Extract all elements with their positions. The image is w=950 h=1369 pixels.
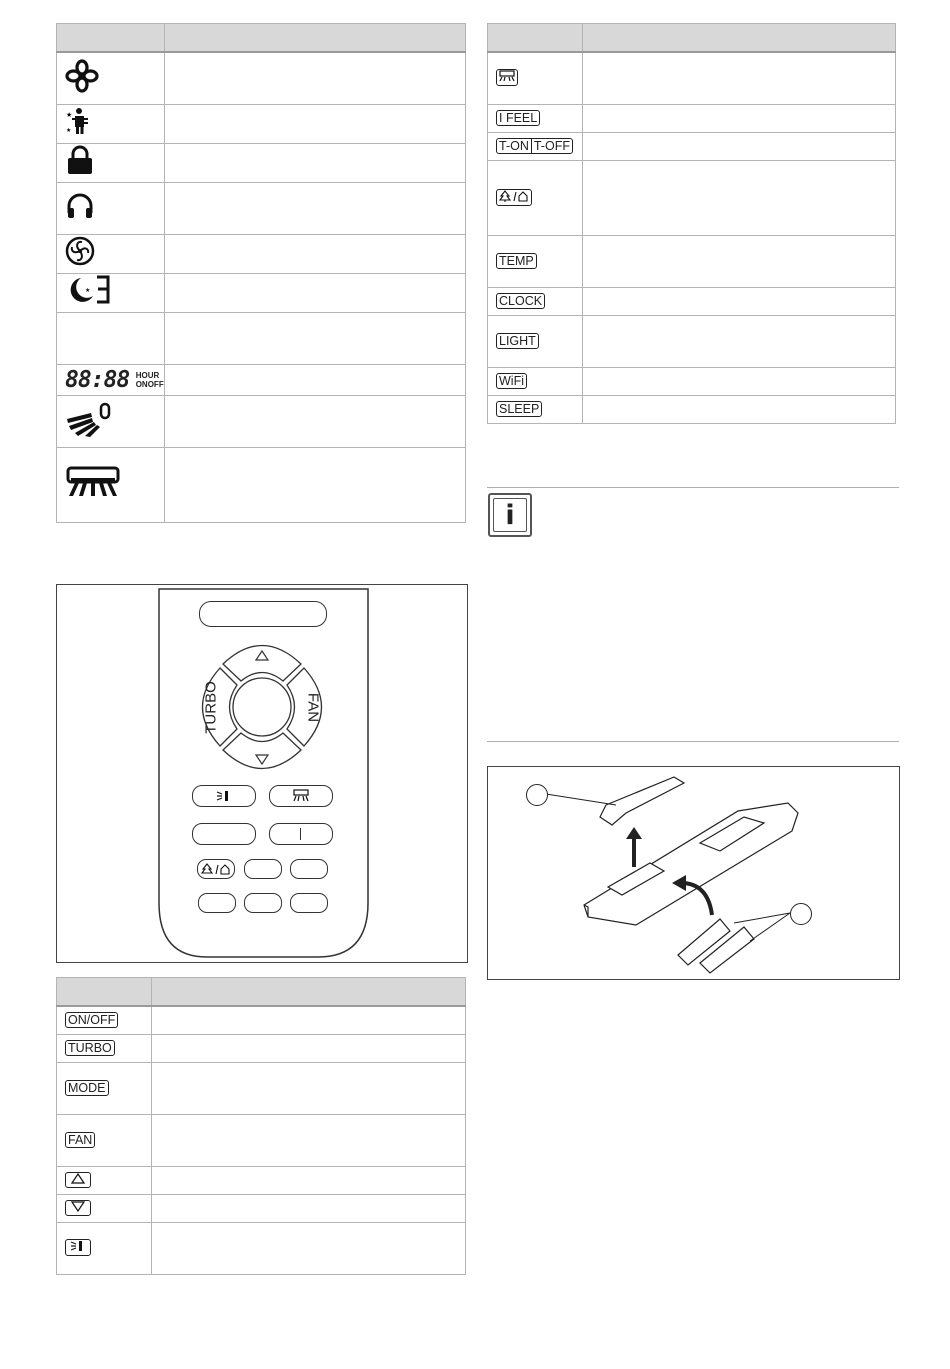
info-divider-bottom [487, 741, 899, 742]
svg-text:★: ★ [66, 111, 73, 119]
table-row [488, 160, 896, 235]
remote-button[interactable] [244, 859, 282, 879]
callout-leader [546, 794, 616, 805]
table-row [57, 1062, 466, 1114]
swing-button-icon [496, 69, 518, 86]
timer-display-icon [65, 367, 164, 393]
timer-keys [496, 138, 573, 154]
table-row [488, 132, 896, 160]
table-row [488, 315, 896, 367]
temp-key: TEMP [496, 253, 537, 269]
table-row [488, 367, 896, 395]
lock-icon [65, 145, 95, 180]
sleep-moon-icon [65, 274, 111, 311]
info-icon [488, 493, 532, 537]
table-row [488, 287, 896, 315]
i-feel-key: I FEEL [496, 110, 540, 126]
remote-button[interactable] [198, 893, 236, 913]
down-triangle-icon [65, 1200, 91, 1216]
eco-home-button[interactable] [197, 859, 235, 879]
table-row [488, 104, 896, 132]
battery-cover [600, 777, 684, 825]
table-row [488, 395, 896, 423]
t-on-key: T-ON [499, 139, 529, 153]
fan-icon [65, 59, 99, 98]
callout-circle [790, 903, 812, 925]
swing-vertical-icon [216, 789, 232, 803]
eco-home-icon [496, 189, 532, 206]
table-row [57, 273, 466, 312]
table-row [57, 143, 466, 182]
remote-button[interactable] [244, 893, 282, 913]
svg-text:★: ★ [85, 287, 91, 294]
info-divider-top [487, 487, 899, 488]
table-header-cell [488, 24, 583, 53]
table-row [57, 1166, 466, 1194]
turbo-key: TURBO [65, 1040, 115, 1056]
mode-key: MODE [65, 1080, 109, 1096]
wifi-key: WiFi [496, 373, 527, 389]
table-row [57, 312, 466, 364]
table-row [488, 235, 896, 287]
table-row [57, 234, 466, 273]
buttons-table-right [487, 23, 896, 424]
eco-home-icon [201, 863, 231, 875]
remote-button[interactable] [290, 893, 328, 913]
swing-vertical-button[interactable] [192, 785, 256, 807]
table-row [57, 395, 466, 447]
table-header-cell [152, 978, 466, 1007]
table-row [488, 52, 896, 104]
swing-horizontal-button[interactable] [269, 785, 333, 807]
callout-circle [526, 784, 548, 806]
light-key: LIGHT [496, 333, 539, 349]
headphones-icon [65, 191, 95, 226]
timer-digits: 88:88 [65, 366, 130, 393]
lift-arrow-head [626, 827, 642, 839]
table-row [57, 364, 466, 395]
table-row [57, 104, 466, 143]
remote-control-figure [56, 584, 468, 963]
swing-louver-icon [65, 401, 115, 442]
fan-key: FAN [65, 1132, 95, 1148]
info-letter: i [493, 498, 527, 532]
buttons-table-left [56, 977, 466, 1275]
table-row [57, 1222, 466, 1274]
table-row [57, 1006, 466, 1034]
sleep-key: SLEEP [496, 401, 542, 417]
table-row [57, 447, 466, 522]
fan-label: FAN [304, 692, 322, 723]
table-row [57, 1034, 466, 1062]
turbo-label: TURBO [202, 681, 220, 734]
table-row [57, 1194, 466, 1222]
clock-key: CLOCK [496, 293, 545, 309]
i-feel-person-icon [65, 107, 91, 140]
svg-text:★: ★ [79, 280, 87, 289]
onoff-button[interactable] [269, 823, 333, 845]
swing-vertical-icon [65, 1239, 91, 1256]
remote-button[interactable] [290, 859, 328, 879]
hour-label: HOUR [135, 370, 160, 380]
air-conditioner-unit-icon [65, 466, 121, 503]
table-row [57, 182, 466, 234]
svg-text:★: ★ [66, 127, 72, 134]
up-triangle-icon [65, 1172, 91, 1188]
battery-replacement-figure [487, 766, 900, 980]
table-header-cell [583, 24, 896, 53]
onoff-label: ONOFF [135, 379, 164, 389]
table-header-cell [164, 24, 465, 53]
table-row [57, 1114, 466, 1166]
table-header-cell [57, 24, 165, 53]
air-conditioner-icon [292, 789, 310, 803]
fan-speed-icon [65, 236, 95, 271]
center-button[interactable] [233, 678, 291, 736]
t-off-key: T-OFF [531, 139, 572, 153]
display-icons-table [56, 23, 466, 523]
table-header-cell [57, 978, 152, 1007]
table-row [57, 52, 466, 104]
onoff-key: ON/OFF [65, 1012, 118, 1028]
blank-button-left[interactable] [192, 823, 256, 845]
